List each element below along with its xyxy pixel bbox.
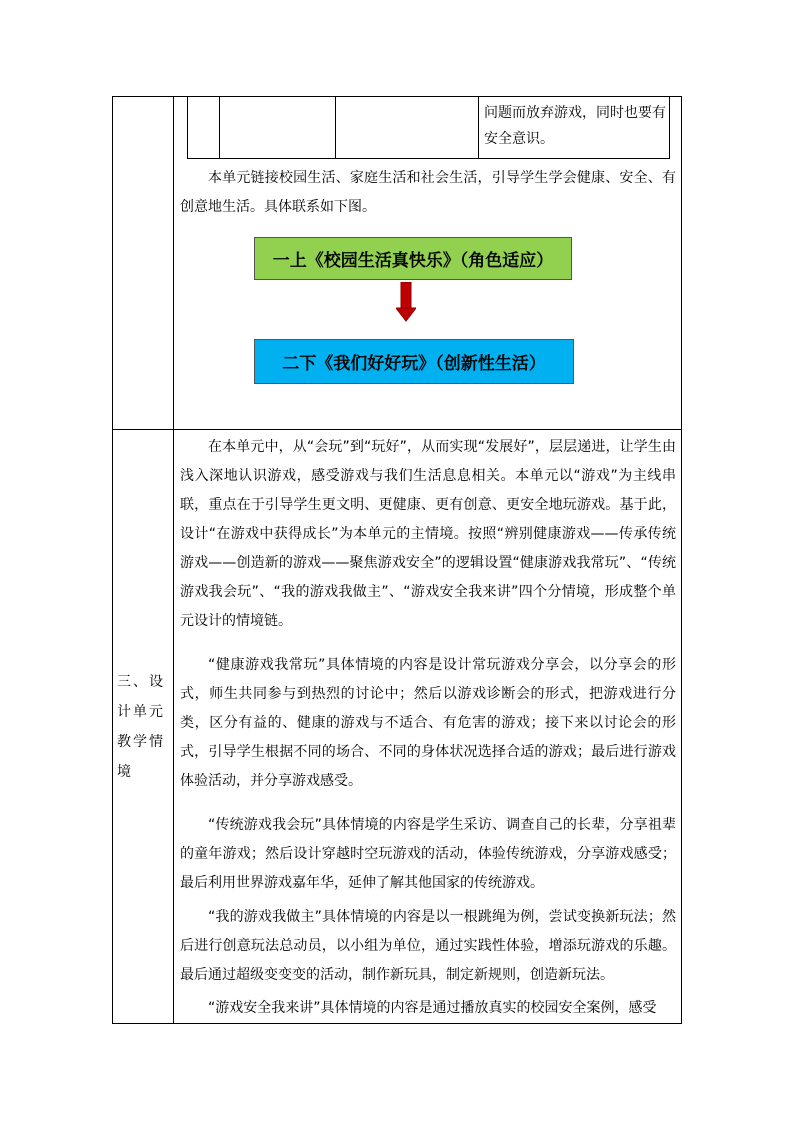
diagram-bottom-box: 二下《我们好好玩》（创新性生活） <box>254 339 574 384</box>
section-three-paragraph: “我的游戏我做主”具体情境的内容是以一根跳绳为例，尝试变换新玩法；然后进行创意玩法总动员，以小组为单位，通过实践性体验，增添玩游戏的乐趣。最后通过超级变变变的活动，制作新玩具，制定新规则，创造新玩法。 <box>180 909 676 983</box>
nested-table-column <box>335 96 336 159</box>
table-row-divider <box>112 429 682 430</box>
section-three-paragraph: “游戏安全我来讲”具体情境的内容是通过播放真实的校园安全案例，感受 <box>208 1000 657 1016</box>
diagram-top-box: 一上《校园生活真快乐》（角色适应） <box>254 237 572 280</box>
section-three-label: 三、设计单元教学情境 <box>117 674 165 780</box>
section-three-paragraph: 在本单元中，从“会玩”到“玩好”，从而实现“发展好”，层层递进，让学生由浅入深地认识游戏，感受游戏与我们生活息息相关。本单元以“游戏”为主线串联，重点在于引导学生更文明、更健康、更有创意、更安全地玩游戏。基于此，设计“在游戏中获得成长”为本单元的主情境。按照“辨别健康游戏——传承传统游戏——创造新的游戏——聚焦游戏安全”的逻辑设置“健康游戏我常玩”、“传统游戏我会玩”、“我的游戏我做主”、“游戏安全我来讲”四个分情境，形成整个单元设计的情境链。 <box>180 439 676 629</box>
down-arrow-icon <box>396 282 416 322</box>
section-three-paragraph: “传统游戏我会玩”具体情境的内容是学生采访、调查自己的长辈，分享祖辈的童年游戏；然后设计穿越时空玩游戏的活动，体验传统游戏，分享游戏感受；最后利用世界游戏嘉年华，延伸了解其他国家的传统游戏。 <box>180 817 676 891</box>
section-two-intro: 本单元链接校园生活、家庭生活和社会生活，引导学生学会健康、安全、有创意地生活。具体联系如下图。 <box>180 170 676 215</box>
nested-table-column <box>478 96 479 159</box>
nested-table-cell-text: 问题而放弃游戏，同时也要有安全意识。 <box>484 105 666 147</box>
section-three-paragraph: “健康游戏我常玩”具体情境的内容是设计常玩游戏分享会，以分享会的形式，师生共同参与到热烈的讨论中；然后以游戏诊断会的形式，把游戏进行分类，区分有益的、健康的游戏与不适合、有危害的游戏；接下来以讨论会的形式，引导学生根据不同的场合、不同的身体状况选择合适的游戏；最后进行游戏体验活动，并分享游戏感受。 <box>180 657 676 789</box>
nested-table-column <box>219 96 220 159</box>
table-column-divider <box>173 96 174 1024</box>
